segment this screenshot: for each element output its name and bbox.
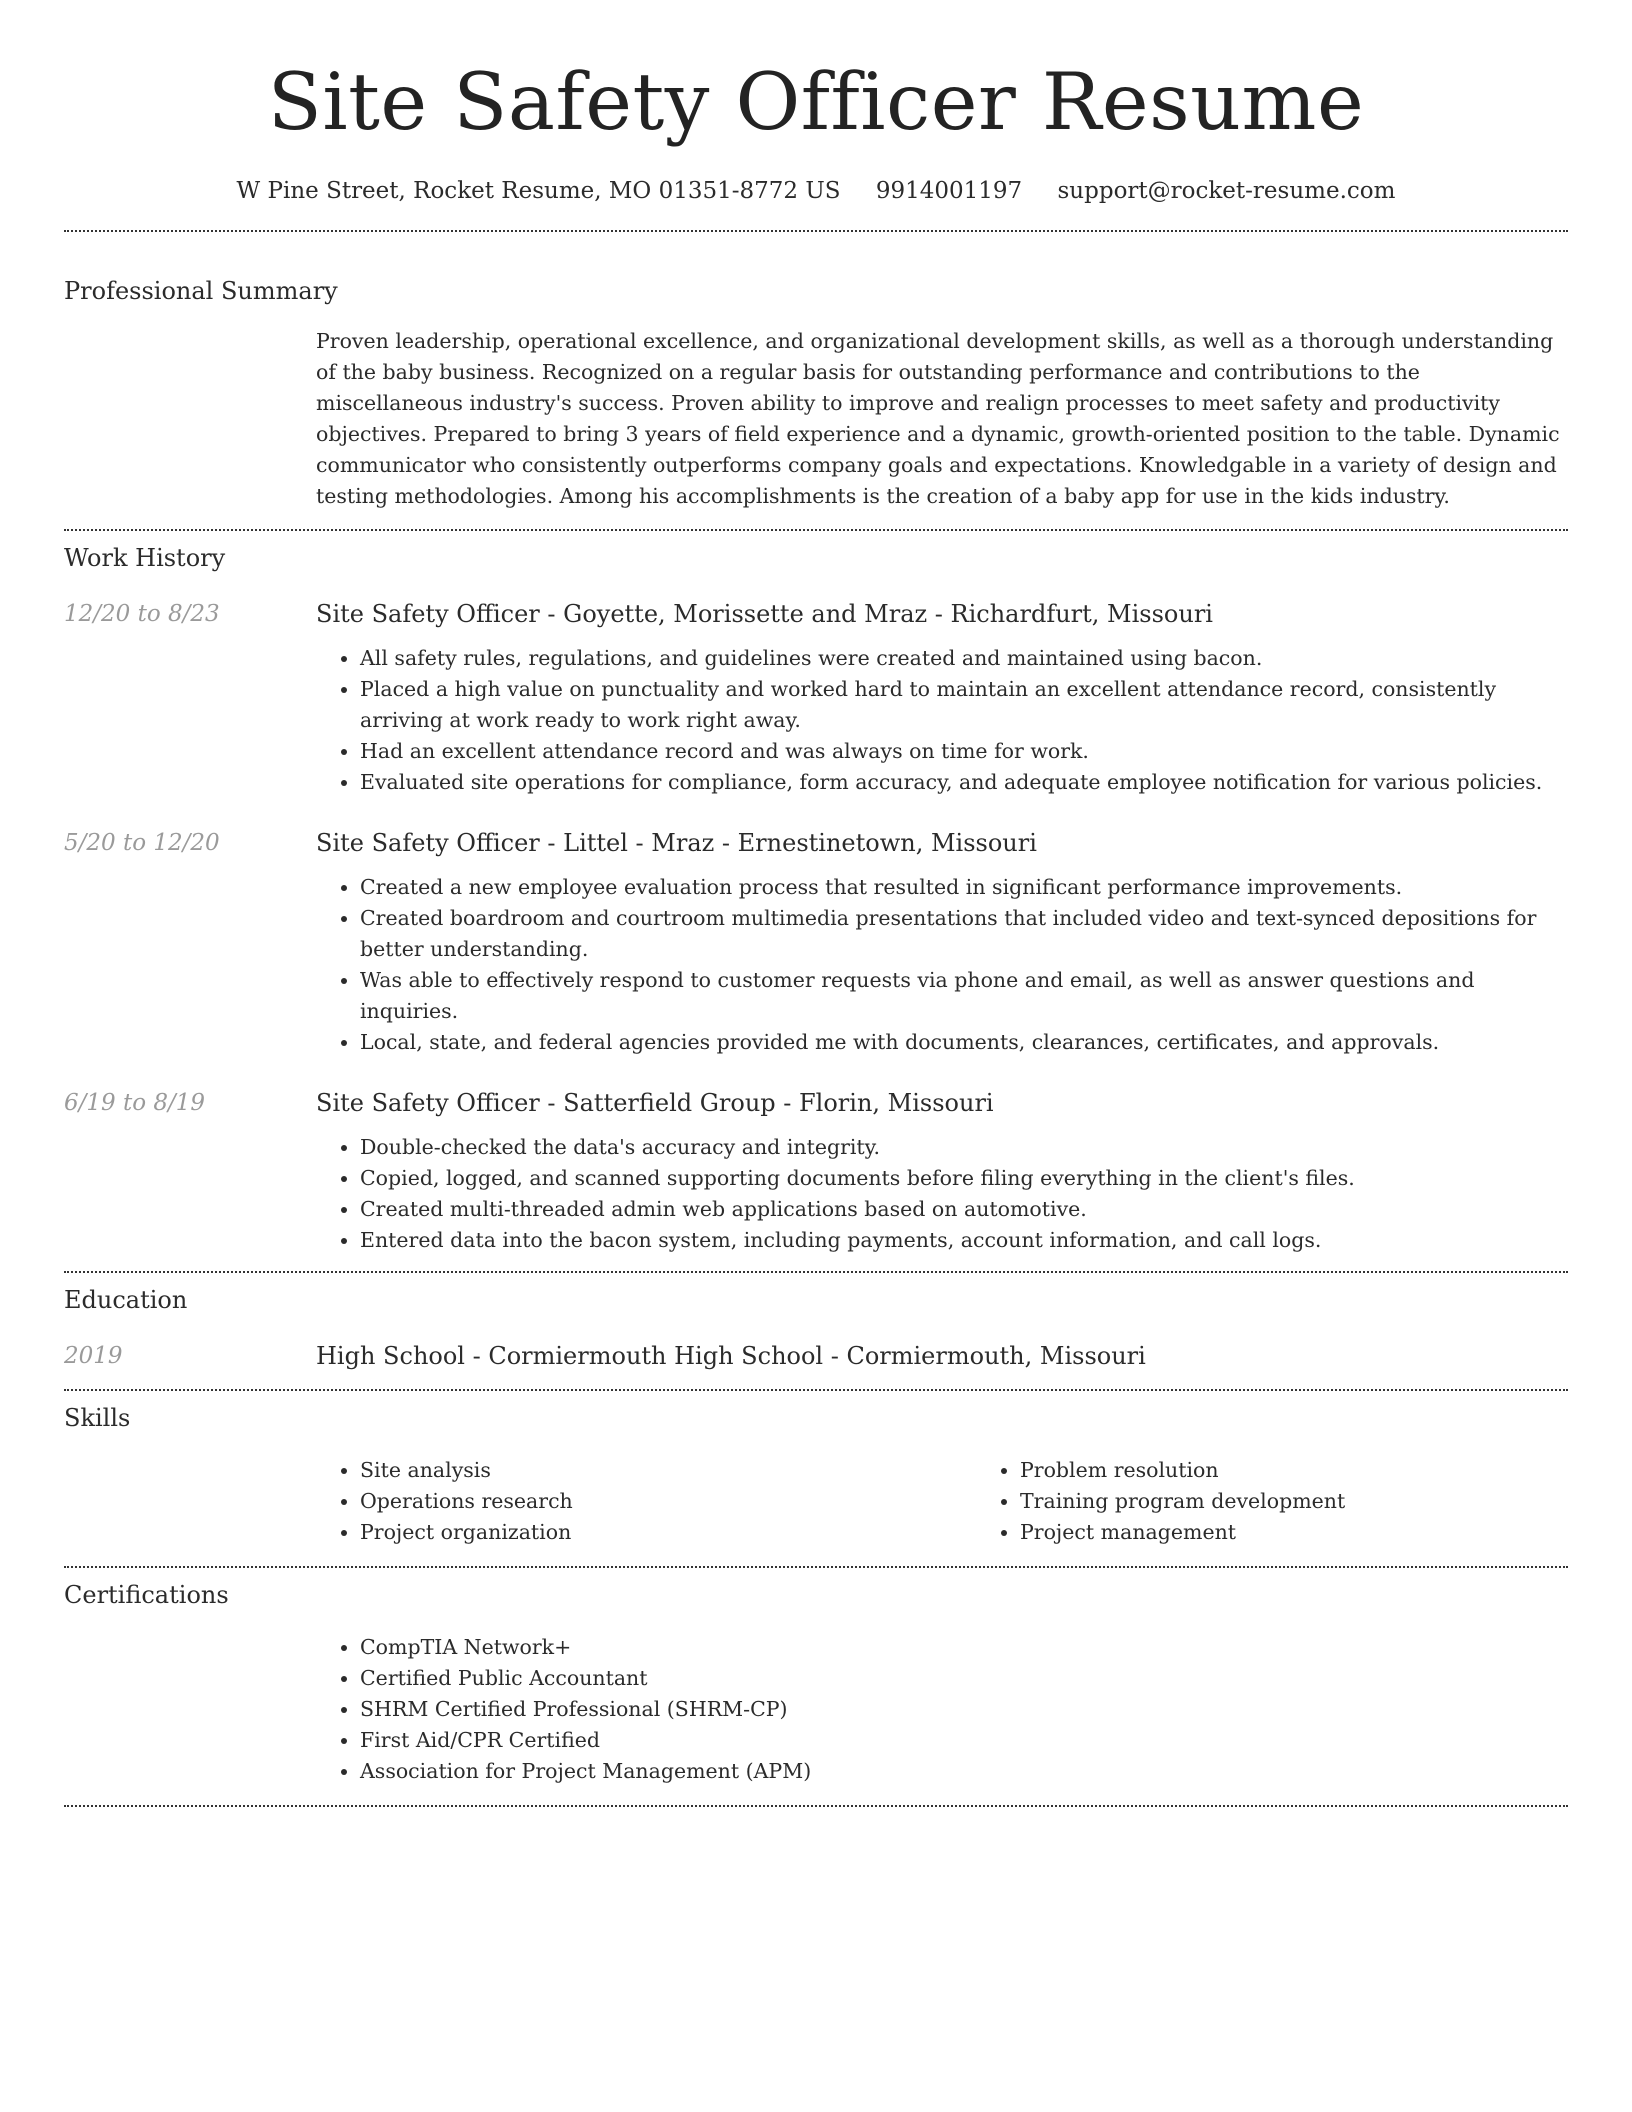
job-dates: 12/20 to 8/23	[64, 601, 220, 627]
skills-row	[64, 1455, 1568, 1548]
divider	[64, 1389, 1568, 1391]
list-item: • Site analysis	[360, 1455, 976, 1486]
summary-content	[316, 326, 1568, 512]
education-title: High School - Cormiermouth High School - Cormiermouth, Missouri	[316, 1342, 1146, 1370]
list-item: • Copied, logged, and scanned supporting documents before filing everything in the client's files.	[360, 1163, 1568, 1194]
list-item: • Evaluated site operations for compliance, form accuracy, and adequate employee notification for various policies.	[360, 767, 1568, 798]
skills-grid	[316, 1455, 1632, 1548]
phone-text: 9914001197	[875, 178, 1023, 204]
section-heading-education: Education	[64, 1286, 188, 1314]
skills-spacer	[64, 1455, 316, 1548]
divider	[64, 1271, 1568, 1273]
certifications-list	[316, 1632, 1568, 1787]
job-content	[316, 826, 1568, 1058]
list-item: • Project management	[1020, 1517, 1632, 1548]
divider	[64, 1566, 1568, 1568]
list-item: • Certified Public Accountant	[360, 1663, 1568, 1694]
certifications-row	[64, 1632, 1568, 1787]
divider	[64, 529, 1568, 531]
list-item: • Training program development	[1020, 1486, 1632, 1517]
job-content	[316, 1086, 1568, 1256]
education-entry	[64, 1339, 1568, 1373]
certifications-content	[316, 1632, 1568, 1787]
job-entry	[64, 826, 1568, 1058]
summary-spacer	[64, 326, 316, 512]
list-item: • CompTIA Network+	[360, 1632, 1568, 1663]
job-title: Site Safety Officer - Littel - Mraz - Ernestinetown, Missouri	[316, 829, 1037, 857]
section-heading-summary: Professional Summary	[64, 277, 338, 305]
list-item: • All safety rules, regulations, and guidelines were created and maintained using bacon.	[360, 643, 1568, 674]
section-heading-work-history: Work History	[64, 544, 226, 572]
job-title: Site Safety Officer - Satterfield Group - Florin, Missouri	[316, 1089, 994, 1117]
list-item: • Placed a high value on punctuality and worked hard to maintain an excellent attendance record, consistently arriving at work ready to work right away.	[360, 674, 1568, 736]
job-dates: 6/19 to 8/19	[64, 1090, 206, 1116]
list-item: • Created boardroom and courtroom multimedia presentations that included video and text-synced depositions for better understanding.	[360, 903, 1568, 965]
summary-row	[64, 326, 1568, 512]
education-content	[316, 1339, 1568, 1373]
list-item: • Created a new employee evaluation process that resulted in significant performance improvements.	[360, 872, 1568, 903]
list-item: • Double-checked the data's accuracy and integrity.	[360, 1132, 1568, 1163]
job-bullets	[316, 1132, 1568, 1256]
education-year: 2019	[64, 1343, 123, 1369]
job-title: Site Safety Officer - Goyette, Morissette and Mraz - Richardfurt, Missouri	[316, 600, 1213, 628]
list-item: • Was able to effectively respond to customer requests via phone and email, as well as answer questions and inquiries.	[360, 965, 1568, 1027]
job-bullets	[316, 872, 1568, 1058]
list-item: • Entered data into the bacon system, including payments, account information, and call logs.	[360, 1225, 1568, 1256]
list-item: • First Aid/CPR Certified	[360, 1725, 1568, 1756]
list-item: • Problem resolution	[1020, 1455, 1632, 1486]
list-item: • Had an excellent attendance record and was always on time for work.	[360, 736, 1568, 767]
list-item: • Local, state, and federal agencies provided me with documents, clearances, certificates, and approvals.	[360, 1027, 1568, 1058]
divider	[64, 230, 1568, 232]
list-item: • Created multi-threaded admin web applications based on automotive.	[360, 1194, 1568, 1225]
contact-line	[64, 174, 1568, 208]
list-item: • Project organization	[360, 1517, 976, 1548]
address-text: W Pine Street, Rocket Resume, MO 01351-8772 US	[236, 178, 841, 204]
job-entry	[64, 597, 1568, 798]
page-title: Site Safety Officer Resume	[267, 56, 1365, 148]
skills-list-right	[976, 1455, 1632, 1548]
list-item: • Operations research	[360, 1486, 976, 1517]
summary-text: Proven leadership, operational excellence, and organizational development skills, as well as a thorough understanding of the baby business. Recognized on a regular basis for outstanding performance and contributions to the miscellaneous industry's success. Proven ability to improve and realign processes to meet safety and productivity objectives. Prepared to bring 3 years of field experience and a dynamic, growth-oriented position to the table. Dynamic communicator who consistently outperforms company goals and expectations. Knowledgable in a variety of design and testing methodologies. Among his accomplishments is the creation of a baby app for use in the kids industry.	[316, 329, 1560, 508]
job-bullets	[316, 643, 1568, 798]
job-content	[316, 597, 1568, 798]
divider	[64, 1805, 1568, 1807]
list-item: • Association for Project Management (APM)	[360, 1756, 1568, 1787]
section-heading-certifications: Certifications	[64, 1581, 229, 1609]
job-entry	[64, 1086, 1568, 1256]
certifications-spacer	[64, 1632, 316, 1787]
skills-list-left	[316, 1455, 976, 1548]
list-item: • SHRM Certified Professional (SHRM-CP)	[360, 1694, 1568, 1725]
job-dates: 5/20 to 12/20	[64, 830, 220, 856]
email-link[interactable]: support@rocket-resume.com	[1057, 178, 1396, 204]
section-heading-skills: Skills	[64, 1404, 131, 1432]
